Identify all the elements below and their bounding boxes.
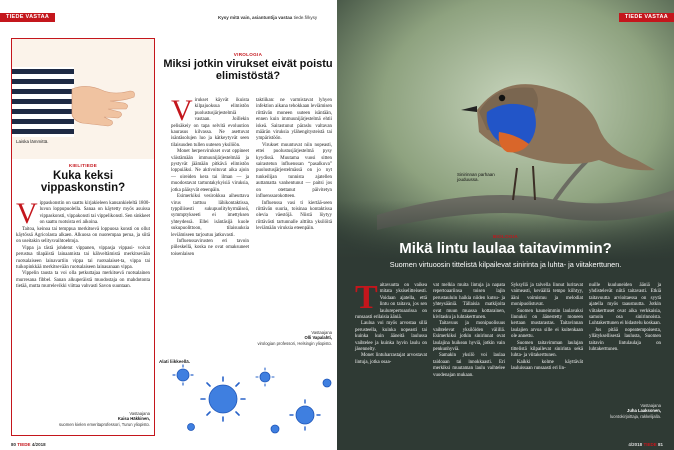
bird-signature-role: Vastaajana bbox=[640, 403, 661, 408]
box-paragraph: Taitoa, keinoa tai temppua merkitsevä loppuosa konsti on ollut käytössä Agricolasta alkaen. Alkuosa on nuorempaa perua, ja siitä on useitakin selitysvaihtoehtoja. bbox=[16, 226, 150, 245]
virus-particle-small-4 bbox=[323, 379, 331, 387]
bird-paragraph: Laulua voi myös arvostaa sillä perusteella, kuinka nopeasti tai kuinka kuin ääneitä laulussa vaihtelee ja kuinka hyvin laulu on jäsennelty. bbox=[355, 321, 427, 353]
bird-title: Mikä lintu laulaa taitavimmin? bbox=[399, 240, 612, 257]
bird-caption-line-2: jouduussa. bbox=[457, 177, 479, 182]
article-drop-cap: V bbox=[171, 94, 193, 127]
section-tag-right: TIEDE VASTAA bbox=[619, 13, 674, 22]
article-paragraph: Esimerkiksi vesirokkoa aiheuttava virus tarttuu lähikontaktissa, typpiliisesti sukupuolityhyrmäiseä, symmptykseeti ei imettyksen yhteydessä. Ellei isäntäsijä kuole sukupuolittoon, tilaisuuksia leviämiseen tarjoutuu jatkuvasti. bbox=[171, 194, 249, 238]
folio-right-brand: TIEDE bbox=[643, 442, 657, 447]
bird-column-4 bbox=[589, 283, 661, 399]
folio-right-issue: 4/2018 bbox=[628, 442, 643, 447]
article-signature bbox=[256, 330, 332, 346]
virus-particle-small-1 bbox=[173, 365, 193, 385]
bird-paragraph: Kaikki kolme käyttävät lauluissaan runsaasti eri lin- bbox=[511, 359, 583, 372]
virus-caption: Alati liikkeellä. bbox=[159, 359, 191, 364]
running-head-label: Kysy mitä vain, asiantuntija vastaa bbox=[218, 15, 293, 20]
bird-subtitle: Suomen virtuoosin tittelistä kilpailevat sinirinta ja luhta- ja viitakerttunen. bbox=[389, 260, 622, 269]
article-title: Miksi jotkin virukset eivät poistu elimistöstä? bbox=[163, 58, 333, 82]
box-signature-name: Kaisa Häkkinen, bbox=[117, 416, 150, 422]
question-box-linguistics bbox=[11, 38, 155, 436]
article-paragraph: Influenssavirusten eri tavoin piileskellä, koska ne ovat omaksuneet toisenlaisen bbox=[171, 238, 249, 257]
article-paragraph: Virukset muuntuvat niin nopeasti, ettei puolustusjärjestelmä pysy kyydissä. Muutama vuosi sitten sairastetun influenssan “pasalkuva” puolustusjärjestelmässä on jo nyt tunkeilijan tunnista ajatellen auttamatta vanhentunut — paitsi jos on otettanut päivitetyn influenssarokotteen. bbox=[256, 142, 332, 200]
bird-signature-title: luontokirjoittaja, rakkelijalla. bbox=[610, 413, 661, 419]
bird-caption-line-1: Sinirinnan parhaan bbox=[457, 172, 495, 177]
bird-paragraph: nuille kuuluneiden ääniä ja yhdistelevät niitä taitavasti. Etkiä taitavuutta arvioitaessa on syytä ajatella myös taaustuutta. Jotkin viitakerttuset ovat aika verkkaisia, samoin osa sinirinnoista. Luhtakerttunen ei hidastelu koskaan. bbox=[589, 283, 661, 327]
folio-right-number: 81 bbox=[657, 442, 663, 447]
box-body bbox=[16, 197, 150, 401]
folio-left bbox=[11, 442, 46, 447]
bird-photo bbox=[337, 0, 674, 260]
article-signature-role: Vastaajana bbox=[311, 330, 332, 335]
bird-column-1 bbox=[355, 279, 427, 433]
virus-particle-small-5 bbox=[188, 424, 195, 431]
box-paragraph: Vippa ja tästä johdetut vippanen, vippasja vippasi- voivat perustua tilapäistä lainaamista tai kähveltämistä merkitsevään ruotsalaiseen lainavartiin vippa tai ruotsalaiset-ta, vippa tai tuikopinkkää merkitsevään ruotsalaiseen lainasanaan vippa. bbox=[16, 245, 150, 271]
bird-paragraph: Syksyllä ja talvella linnut luritavat vaimeasti, keväällä tempo kiihtyy, ääni voimistuu ja melodiat monipuolistuvat. bbox=[511, 283, 583, 308]
bird-drop-cap: T bbox=[355, 279, 378, 316]
folio-left-number: 80 bbox=[11, 442, 17, 447]
bird-column-3 bbox=[511, 283, 583, 433]
bird-column-2 bbox=[433, 283, 505, 433]
bird-kicker: BIOLOGIA bbox=[492, 234, 519, 239]
box-paragraph: ippaskonstin on saattu kirjakieleen kansankieleltä 1800-luvun loppupuolella. Sanaa on käytetty myös asuissa vippaskonsti, vippakonsti tai vippelikonsti. Sen sinkkeet on saattu ruotsista eri aikoina. bbox=[39, 201, 150, 226]
bird-paragraph: Samakin yksilö voi laulaa taidoaan tai innokkaasti. Eri merkiksi muutaman laulu vaihtelee vuodenajan mukaan. bbox=[433, 353, 505, 378]
bird-paragraph: Suomen taitavimman laulajan tittelistä kilpailevat sinirinta sekä luhta- ja viitakerttunen. bbox=[511, 340, 583, 359]
article-paragraph: Monet herpesvirukset ovat oppineet väistämään immuunijärjestelmää ja pystyvät jäämään pitkävä elimistön loppuiäksi. Ne aktivoituvat aika ajoin — oireiden kera tai ilman — ja muodostavat tartuntakykyisiä viruksia, jotka pääsyvät eteenpäin. bbox=[171, 149, 249, 193]
bird-paragraph: vat melkia muita lintuja ja napata repertoaariinsa toisen lajin perustauluin haikia niiden kutsu- ja yhteysääniä. Tällaisia matkijoita ovat muun muassa kottarainen, kivitasku ja luhtakerttunen. bbox=[433, 283, 505, 321]
box-title: Kuka keksi vippaskonstin? bbox=[40, 170, 126, 195]
bird-paragraph: Suomen kauneimmin laulavaksi linnuksi on äänestetty moneen kertaan mustarastas. Taitavinnan laulajien arvoa sille ei kuitenkaan ole annettu. bbox=[511, 308, 583, 340]
folio-right bbox=[628, 442, 663, 447]
box-signature-role: Vastaajana bbox=[129, 411, 150, 416]
folio-left-brand: TIEDE bbox=[17, 442, 31, 447]
section-tag-left: TIEDE VASTAA bbox=[0, 13, 55, 22]
bird-signature bbox=[589, 403, 661, 419]
folio-left-issue: 4/2018 bbox=[31, 442, 46, 447]
box-signature-title: suomen kielen emeritaprofessori, Turun yliopisto. bbox=[58, 421, 150, 427]
box-kicker: KIELITIEDE bbox=[68, 163, 98, 168]
running-head bbox=[218, 15, 317, 20]
box-paragraph: Vippelin tausta ta voi olla petkuttajaa merkitsevä ruotsalainen murresana fibbel. Sanan alkuperäistä muodostaja on mahdotonta tietää, mutta murrelevikki viittaa vahvasti Savon suuntaan. bbox=[16, 271, 150, 290]
article-signature-name: Olli Vapalahti, bbox=[304, 335, 332, 341]
article-column-1 bbox=[171, 94, 249, 350]
bird-paragraph: Monet lintuharrastajat arvostavat lintuja, jotka osaa- bbox=[355, 353, 427, 365]
virus-particle-right bbox=[290, 400, 320, 430]
running-head-site: tiede.fi/kysy bbox=[293, 15, 318, 20]
article-column-2 bbox=[256, 98, 332, 306]
article-kicker: VIROLOGIA bbox=[233, 52, 263, 57]
bird-paragraph: Taitavuus ja monipuolisuus vaihtelevat yksilöiden välillä. Esimerkiksi jotkin sinirinnat ovat laulajina huikean hyviä, jotkin vain penkunhyviä. bbox=[433, 321, 505, 353]
bird-caption bbox=[457, 172, 495, 182]
virus-particle-large bbox=[201, 377, 245, 421]
virus-particles bbox=[155, 355, 337, 440]
virus-particle-small-3 bbox=[271, 425, 279, 433]
box-signature bbox=[16, 411, 150, 427]
article-paragraph: irukset käyvät ikuista kilpajuoksua elimistön puolustusjärjestelmiä vastaan. Joillekin pelisäkeiy on tapa selvitä evoluution kaurasus kilvassa. Ne asettuvat isäntäsolujen luo ja kätkeytyvät seen tilaisuuden tullen uutesen yksilöön. bbox=[171, 98, 249, 148]
virus-particle-small-2 bbox=[256, 368, 274, 386]
virus-illustration bbox=[155, 355, 337, 440]
article-paragraph: Influenssa vasi ti kiertää-seen riittävän suuria, toisinaa kontaktissa olevia väestöjä. Niistä löytyy riittävästi tartunnalle alttiita yksilöitä leviämään viruksia eteenpäin. bbox=[256, 200, 332, 232]
box-drop-cap: V bbox=[16, 197, 38, 230]
article-paragraph: taktiikan: ne varmistavat lyhyen infektion aikana tehokkaan leviämisen riittävän moneen uuteen isäntään, ennen kuin immuunijärjestelmä ehtii iskeä. Sairastunut päraslu valtavan määrän viruksia ylähengitysteistä tai ympäristöön. bbox=[256, 98, 332, 142]
hand-photo bbox=[12, 39, 154, 159]
bird-paragraph: Jos pitää nopeatempoisesta, yllätyksellisestä laulusta, Suomen taitavin lintulaulaja on luhtakerttunen. bbox=[589, 327, 661, 353]
bird-paragraph: aitavuutta on vaikea mitata yksiselitteisesti. Voidaan ajatella, että lintu on taitava, jos sen laulurepertoaarissa on runsaasti erilaisia ääniä. bbox=[355, 283, 427, 321]
striped-sleeve bbox=[12, 67, 74, 137]
box-image-caption: Laiska lämmittä. bbox=[16, 139, 49, 144]
right-page bbox=[337, 0, 674, 450]
bird-signature-name: Juha Laaksonen, bbox=[627, 408, 661, 414]
article-signature-title: virologian professori, Helsingin yliopisto. bbox=[257, 340, 332, 346]
